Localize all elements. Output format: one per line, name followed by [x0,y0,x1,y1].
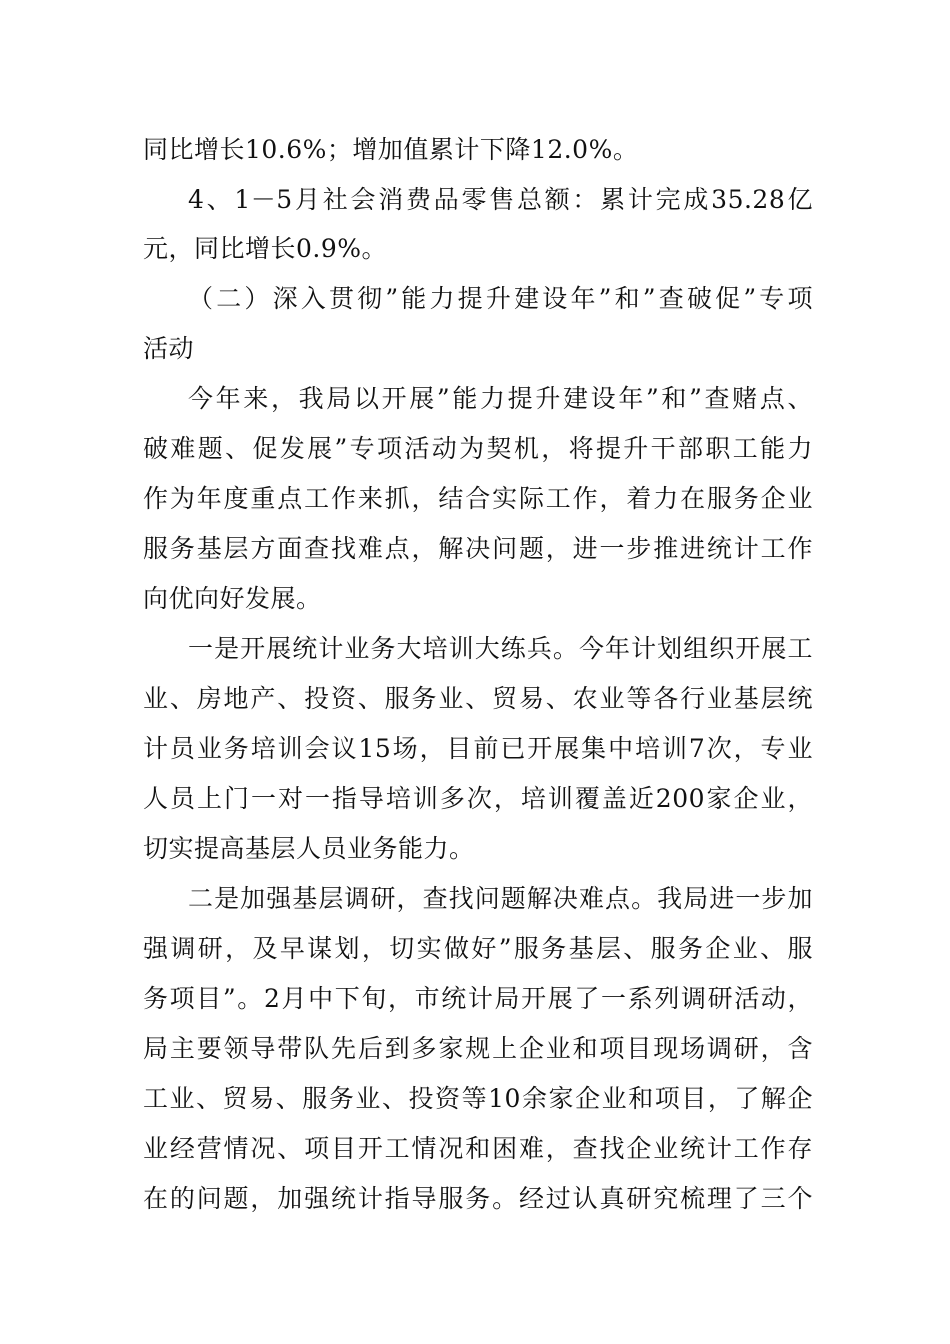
text-line: 计员业务培训会议15场，目前已开展集中培训7次，专业 [143,734,813,763]
text-line: 强调研，及早谋划，切实做好”服务基层、服务企业、服 [143,934,813,963]
text-line: 在的问题，加强统计指导服务。经过认真研究梳理了三个 [143,1184,813,1213]
text-line: 服务基层方面查找难点，解决问题，进一步推进统计工作 [143,534,813,563]
text-line: 二是加强基层调研，查找问题解决难点。我局进一步加 [188,884,813,913]
text-line: 4、1－5月社会消费品零售总额：累计完成35.28亿 [188,185,813,214]
text-line: 破难题、促发展”专项活动为契机，将提升干部职工能力 [143,434,813,463]
text-line: 务项目”。2月中下旬，市统计局开展了一系列调研活动， [143,984,813,1013]
text-line: 人员上门一对一指导培训多次，培训覆盖近200家企业， [143,784,813,813]
text-line: 业经营情况、项目开工情况和困难，查找企业统计工作存 [143,1134,813,1163]
text-line: 业、房地产、投资、服务业、贸易、农业等各行业基层统 [143,684,813,713]
section-heading-continued: 活动 [143,334,195,363]
text-line: 工业、贸易、服务业、投资等10余家企业和项目，了解企 [143,1084,813,1113]
text-line: 元，同比增长0.9%。 [143,234,388,263]
text-line: 同比增长10.6%；增加值累计下降12.0%。 [143,135,639,164]
section-heading: （二）深入贯彻”能力提升建设年”和”查破促”专项 [188,284,813,313]
text-line: 向优向好发展。 [143,584,322,613]
text-line: 一是开展统计业务大培训大练兵。今年计划组织开展工 [188,634,813,663]
text-line: 切实提高基层人员业务能力。 [143,834,475,863]
text-line: 今年来，我局以开展”能力提升建设年”和”查赌点、 [188,384,813,413]
text-line: 局主要领导带队先后到多家规上企业和项目现场调研，含 [143,1034,813,1063]
text-line: 作为年度重点工作来抓，结合实际工作，着力在服务企业 [143,484,813,513]
